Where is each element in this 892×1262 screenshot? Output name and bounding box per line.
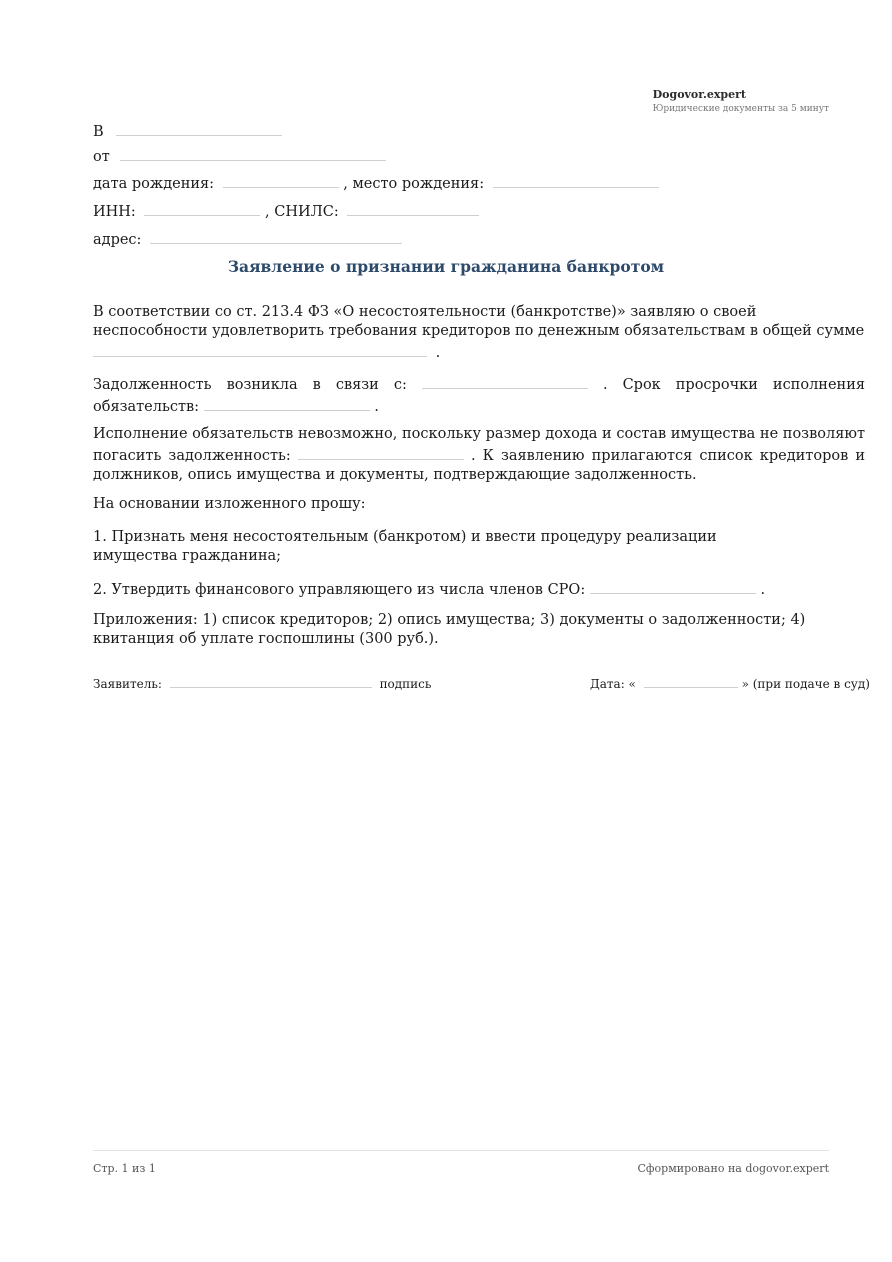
snils-label: , СНИЛС: — [265, 204, 339, 220]
from-line — [93, 145, 386, 165]
date-suffix: » (при подаче в суд) — [741, 677, 870, 691]
address-line — [93, 228, 402, 248]
debt-origin-label: Задолженность возникла в связи с: — [93, 377, 407, 393]
to-field[interactable] — [116, 120, 282, 136]
birth-place-label: , место рождения: — [343, 176, 485, 192]
inn-field[interactable] — [144, 200, 260, 216]
request-item-2 — [93, 578, 865, 600]
date-label: Дата: « — [590, 677, 636, 691]
document-title: Заявление о признании гражданина банкротом — [227, 257, 665, 276]
from-label: от — [93, 149, 110, 165]
inn-line — [93, 200, 479, 220]
signature-caption: подпись — [379, 677, 432, 691]
brand-name: Dogovor.expert — [652, 88, 746, 101]
debt-origin-field[interactable] — [422, 373, 588, 389]
brand-tagline: Юридические документы за 5 минут — [652, 104, 829, 114]
request-item-1: 1. Признать меня несостоятельным (банкротом) и ввести процедуру реализации имущества гражданина; — [93, 529, 717, 564]
overdue-field[interactable] — [204, 395, 370, 411]
address-field[interactable] — [150, 228, 402, 244]
applicant-label: Заявитель: — [93, 677, 162, 691]
date-field[interactable] — [644, 675, 738, 688]
footer-divider — [93, 1150, 829, 1151]
birth-date-field[interactable] — [223, 172, 339, 188]
reason-field[interactable] — [298, 444, 464, 460]
period: . — [760, 582, 766, 598]
paragraph-debt-origin — [93, 373, 865, 417]
date-signature — [590, 675, 870, 691]
attachments-note: . К заявлению прилагаются список кредиторов и должников, опись имущества и документы, подтверждающие задолженность. — [93, 448, 865, 483]
to-line — [93, 120, 282, 140]
period: . — [374, 399, 379, 415]
paragraph-impossibility — [93, 425, 865, 485]
impossibility-text: Исполнение обязательств невозможно, поскольку размер дохода и состав имущества не позволяют погасить задолженность: — [93, 426, 865, 464]
generated-note: Сформировано на dogovor.expert — [637, 1162, 829, 1175]
birth-line — [93, 172, 659, 192]
snils-field[interactable] — [347, 200, 479, 216]
paragraph-claim-text: В соответствии со ст. 213.4 ФЗ «О несостоятельности (банкротстве)» заявляю о своей неспособности удовлетворить требования кредиторов по денежным обязательствам в общей сумме — [93, 304, 865, 339]
brand-header — [653, 88, 829, 114]
period: . — [435, 345, 441, 361]
total-amount-field[interactable] — [93, 341, 427, 357]
address-label: адрес: — [93, 232, 142, 248]
request-item-2-text: 2. Утвердить финансового управляющего из числа членов СРО: — [93, 582, 586, 598]
page-number: Стр. 1 из 1 — [93, 1162, 156, 1175]
birth-date-label: дата рождения: — [93, 176, 215, 192]
signature-field[interactable] — [170, 675, 372, 688]
sro-field[interactable] — [590, 578, 756, 594]
attachments-list: Приложения: 1) список кредиторов; 2) опись имущества; 3) документы о задолженности; 4) квитанция об уплате госпошлины (300 руб.). — [93, 612, 806, 647]
applicant-signature — [93, 675, 431, 691]
birth-place-field[interactable] — [493, 172, 659, 188]
to-label: В — [93, 124, 104, 140]
inn-label: ИНН: — [93, 204, 136, 220]
paragraph-request-intro: На основании изложенного прошу: — [93, 496, 366, 512]
from-field[interactable] — [120, 145, 386, 161]
overdue-label: . Срок просрочки исполнения обязательств: — [93, 377, 866, 415]
paragraph-claim — [93, 303, 865, 363]
